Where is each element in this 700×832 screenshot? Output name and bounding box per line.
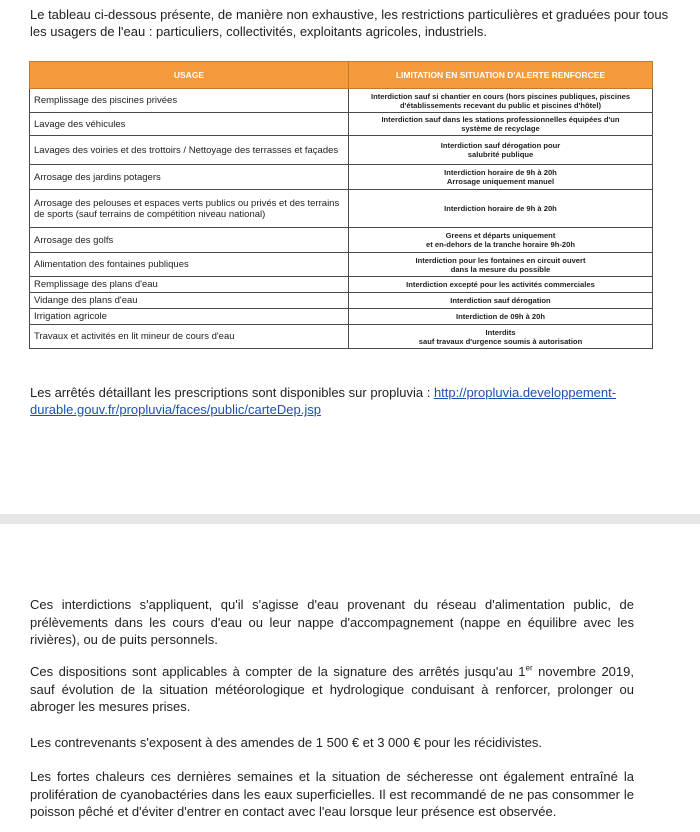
usage-cell: Travaux et activités en lit mineur de cours d'eau: [30, 325, 349, 349]
header-usage: USAGE: [30, 62, 349, 89]
table-row: [30, 165, 653, 190]
limitation-line: Interdiction horaire de 9h à 20h: [444, 168, 557, 177]
paragraph-amendes: Les contrevenants s'exposent à des amendes de 1 500 € et 3 000 € pour les récidivistes.: [30, 735, 542, 750]
limitation-line: salubrité publique: [467, 150, 534, 159]
limitation-line: Greens et départs uniquement: [445, 231, 556, 240]
limitation-line: Interdiction pour les fontaines en circuit ouvert: [415, 255, 586, 265]
limitation-line: Arrosage uniquement manuel: [446, 177, 555, 186]
limitation-line: d'établissements recevant du public et piscines d'hôtel): [399, 100, 602, 110]
table-row: [30, 309, 653, 325]
limitation-line: Interdiction sauf si chantier en cours (hors piscines publiques, piscines: [370, 91, 631, 101]
usage-cell: Remplissage des piscines privées: [30, 89, 349, 113]
limitation-cell: [349, 325, 653, 349]
limitation-line: système de recyclage: [461, 124, 540, 133]
dispositions-text-start: Ces dispositions sont applicables à compter de la signature des arrêtés jusqu'au 1: [30, 664, 526, 679]
table-row: [30, 228, 653, 253]
limitation-cell: [349, 113, 653, 136]
usage-cell: Remplissage des plans d'eau: [30, 277, 349, 293]
table-row: [30, 325, 653, 349]
table-row: [30, 113, 653, 136]
paragraph-interdictions: Ces interdictions s'appliquent, qu'il s'agisse d'eau provenant du réseau d'alimentation public, de prélèvements dans les cours d'eau ou leur nappe d'accompagnement (nappe en équilibre avec les rivières), ou de puits personnels.: [30, 597, 634, 647]
header-limitation: LIMITATION EN SITUATION D'ALERTE RENFORCEE: [349, 62, 653, 89]
usage-cell: Arrosage des golfs: [30, 228, 349, 253]
usage-cell: Arrosage des pelouses et espaces verts publics ou privés et des terrains de sports (sauf terrains de compétition niveau national): [30, 190, 349, 228]
limitation-cell: [349, 309, 653, 325]
limitation-cell: [349, 253, 653, 277]
propluvia-link[interactable]: http://propluvia.developpement-durable.gouv.fr/propluvia/faces/public/carteDep.jsp: [30, 385, 617, 417]
limitation-line: Interdiction sauf dans les stations professionnelles équipées d'un: [381, 115, 620, 124]
limitation-line: sauf travaux d'urgence soumis à autorisation: [418, 336, 583, 346]
usage-cell: Lavage des véhicules: [30, 113, 349, 136]
limitation-cell: [349, 89, 653, 113]
usage-cell: Vidange des plans d'eau: [30, 293, 349, 309]
limitation-line: Interdiction sauf dérogation pour: [440, 141, 561, 150]
usage-cell: Arrosage des jardins potagers: [30, 165, 349, 190]
limitation-cell: [349, 136, 653, 165]
intro-paragraph: Le tableau ci-dessous présente, de manière non exhaustive, les restrictions particulières et graduées pour tous les usagers de l'eau : particuliers, collectivités, exploitants agricoles, industriels.: [30, 7, 669, 39]
table-header-row: [30, 62, 653, 89]
limitation-line: et en-dehors de la tranche horaire 9h-20h: [426, 240, 575, 249]
limitation-cell: [349, 293, 653, 309]
page-separator: [0, 514, 700, 524]
table-row: [30, 277, 653, 293]
usage-cell: Alimentation des fontaines publiques: [30, 253, 349, 277]
limitation-line: dans la mesure du possible: [450, 264, 551, 274]
limitation-cell: [349, 190, 653, 228]
table-row: [30, 253, 653, 277]
table-row: [30, 89, 653, 113]
table-row: [30, 136, 653, 165]
limitation-cell: [349, 165, 653, 190]
table-row: [30, 190, 653, 228]
limitation-line: Interdiction horaire de 9h à 20h: [444, 204, 557, 213]
decree-text: Les arrêtés détaillant les prescriptions sont disponibles sur propluvia :: [30, 385, 434, 400]
limitation-line: Interdiction sauf dérogation: [450, 296, 551, 305]
paragraph-dispositions: [30, 663, 634, 716]
restrictions-table: [29, 61, 653, 349]
limitation-cell: [349, 277, 653, 293]
paragraph-cyanobacteries: Les fortes chaleurs ces dernières semaines et la situation de sécheresse ont également entraîné la prolifération de cyanobactéries dans les eaux superficielles. Il est recommandé de ne pas consommer le poisson pêché et d'éviter d'entrer en contact avec l'eau lorsque leur présence est observée.: [30, 769, 634, 819]
table-row: [30, 293, 653, 309]
dispositions-text-end: novembre 2019, sauf évolution de la situation météorologique et hydrologique conduisant à renforcer, prolonger ou abroger les mesures prises.: [30, 664, 634, 714]
limitation-cell: [349, 228, 653, 253]
limitation-line: Interdiction de 09h à 20h: [455, 312, 546, 321]
ordinal-superscript: er: [525, 663, 533, 673]
limitation-line: Interdiction excepté pour les activités commerciales: [406, 280, 595, 289]
usage-cell: Lavages des voiries et des trottoirs / Nettoyage des terrasses et façades: [30, 136, 349, 165]
decree-paragraph: [30, 384, 660, 418]
usage-cell: Irrigation agricole: [30, 309, 349, 325]
limitation-line: Interdits: [485, 327, 516, 337]
